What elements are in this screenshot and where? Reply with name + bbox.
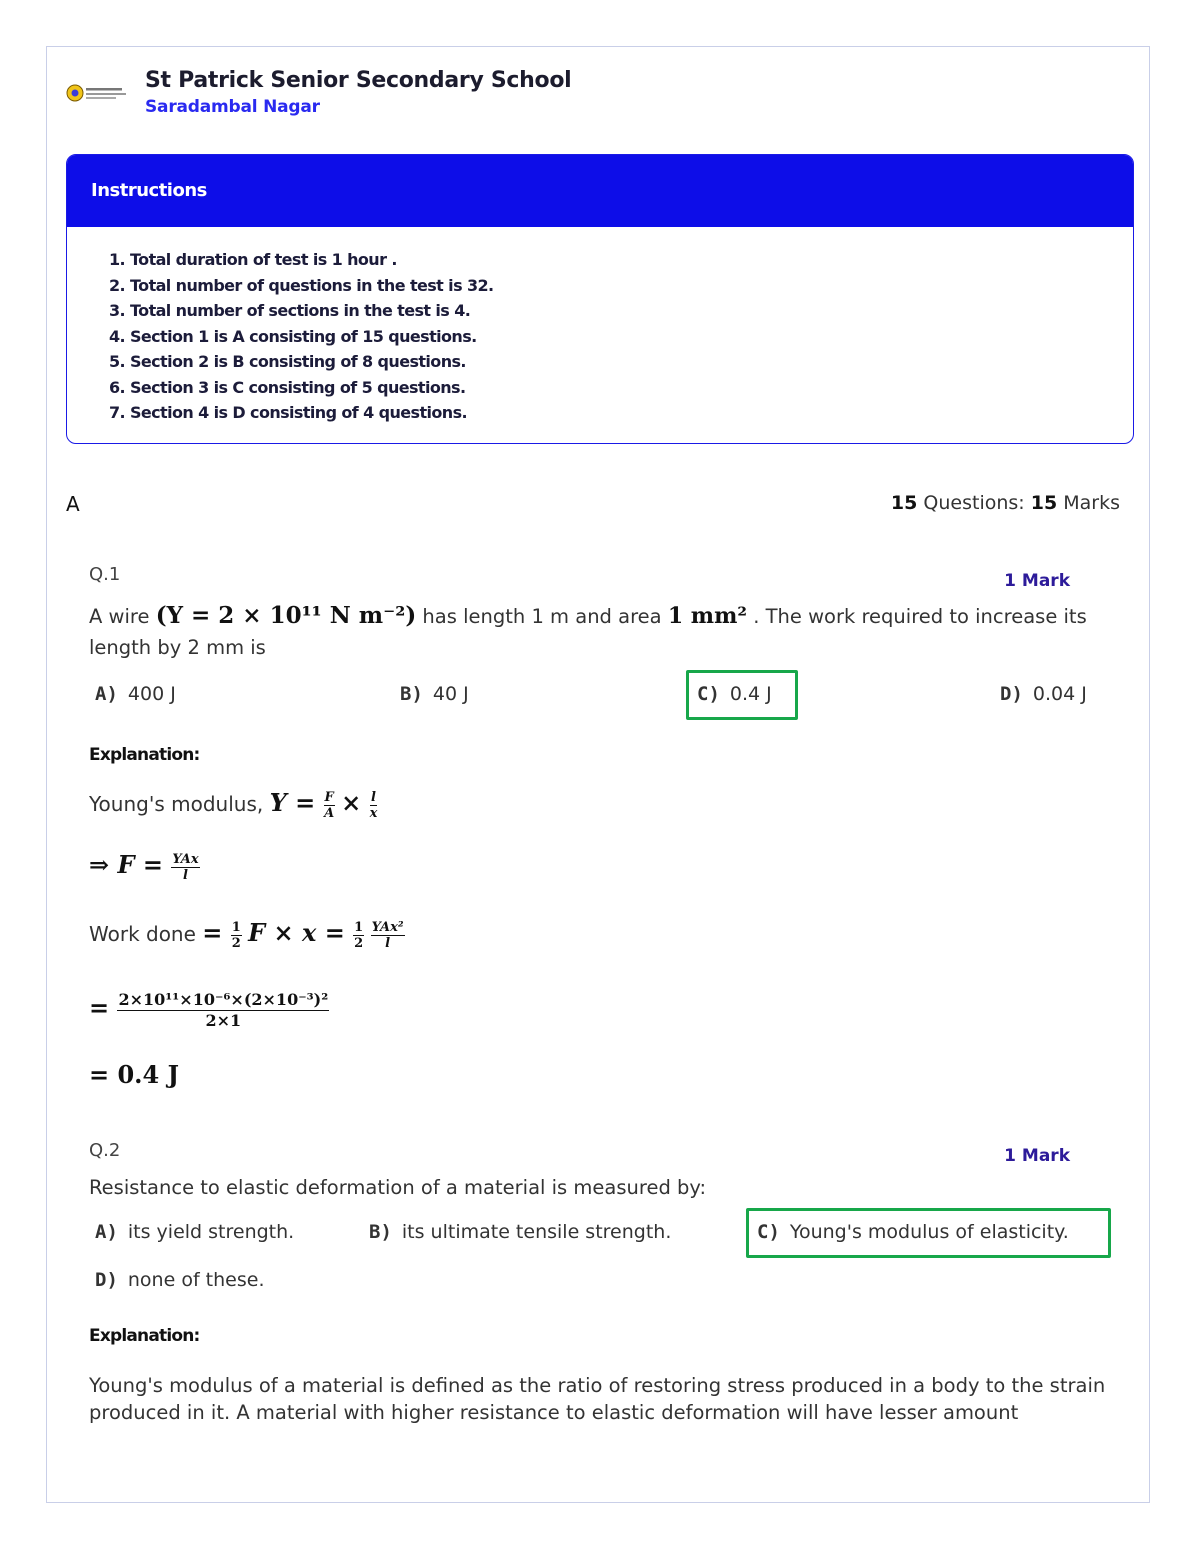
school-name: St Patrick Senior Secondary School [145,68,572,93]
explanation-result: = 0.4 J [89,1060,179,1089]
option-b[interactable] [369,1212,671,1252]
option-label: B) [369,1221,392,1243]
instruction-item: 2. Total number of questions in the test is 32. [109,275,494,295]
option-label: A) [95,1221,118,1243]
explanation-line-force: ⇒ F = $\frac{\text{YAx}}{l}$ [89,850,199,883]
question-number: Q.1 [89,564,121,585]
option-label: D) [95,1269,118,1291]
option-text: 400 J [127,683,176,705]
section-question-count: 15 [890,492,918,514]
question-marks: 1 Mark [1004,1146,1070,1166]
question-marks: 1 Mark [1004,571,1070,591]
explanation-title: Explanation: [89,745,200,765]
option-text: 0.04 J [1032,683,1087,705]
instruction-item: 5. Section 2 is B consisting of 8 questions. [109,352,466,371]
explanation-text: Work done [89,922,196,946]
option-text: its ultimate tensile strength. [401,1221,672,1243]
instruction-item: 3. Total number of sections in the test is 4. [109,301,471,320]
option-text: none of these. [127,1269,265,1291]
explanation-text: Young's modulus, [89,792,264,816]
option-c-correct[interactable] [746,1208,1111,1258]
option-label: C) [757,1221,780,1243]
explanation-line-work: Work done = $\frac{1}{2}$ F × x = $\frac{1}{2}$ $\frac{\text{YAx²}}{l}$ [89,918,404,951]
option-label: A) [95,683,118,705]
option-text: Young's modulus of elasticity. [789,1221,1069,1243]
section-summary: 15 Questions: 15 Marks [890,492,1120,514]
question-text-middle: has length 1 m and area [422,605,662,628]
option-c-correct[interactable] [686,670,798,720]
school-logo-icon [64,82,128,104]
option-a[interactable] [95,1212,294,1252]
option-text: 0.4 J [729,683,772,705]
option-label: D) [1000,683,1023,705]
explanation-title: Explanation: [89,1326,200,1346]
question-number: Q.2 [89,1140,121,1161]
option-a[interactable] [95,674,176,714]
section-marks-count: 15 [1030,492,1058,514]
section-name: A [66,492,80,516]
option-b[interactable] [400,674,469,714]
school-location: Saradambal Nagar [145,97,320,117]
instructions-panel [66,154,1134,444]
question-text: Resistance to elastic deformation of a material is measured by: [89,1176,707,1199]
question-text [89,600,1109,663]
explanation-line-substitution: = $\frac{\text{2×10¹¹×10⁻⁶×(2×10⁻³)²}}{2\times 1}$ [89,990,329,1030]
question-text-suffix: . The work required to increase its length by 2 mm is [89,605,1087,659]
explanation-line-result [89,1060,179,1089]
instruction-item: 7. Section 4 is D consisting of 4 questions. [109,403,467,422]
option-d[interactable] [95,1260,265,1300]
instructions-title: Instructions [67,155,1133,227]
option-text: 40 J [432,683,469,705]
section-questions-label: Questions [923,492,1019,514]
question-math-area: 1 mm² [667,603,747,629]
option-text: its yield strength. [127,1221,295,1243]
instruction-item: 6. Section 3 is C consisting of 5 questions. [109,377,466,397]
option-label: B) [400,683,423,705]
option-d[interactable] [1000,674,1087,714]
instructions-list [67,227,1133,426]
explanation-text: Young's modulus of a material is defined as the ratio of restoring stress produced in a body to the strain produced in it. A material with higher resistance to elastic deformation will have lesser amount [89,1374,1106,1424]
question-math-modulus: (Y = 2 × 10¹¹ N m⁻²) [155,602,417,629]
instruction-item: 1. Total duration of test is 1 hour . [109,250,397,269]
option-label: C) [697,683,720,705]
instruction-item: 4. Section 1 is A consisting of 15 questions. [109,326,477,346]
explanation-line-modulus: Young's modulus, Y = $\frac{F}{A}$ × $\frac{l}{x}$ [89,788,378,821]
question-text-prefix: A wire [89,605,150,628]
section-marks-label: Marks [1063,492,1120,514]
